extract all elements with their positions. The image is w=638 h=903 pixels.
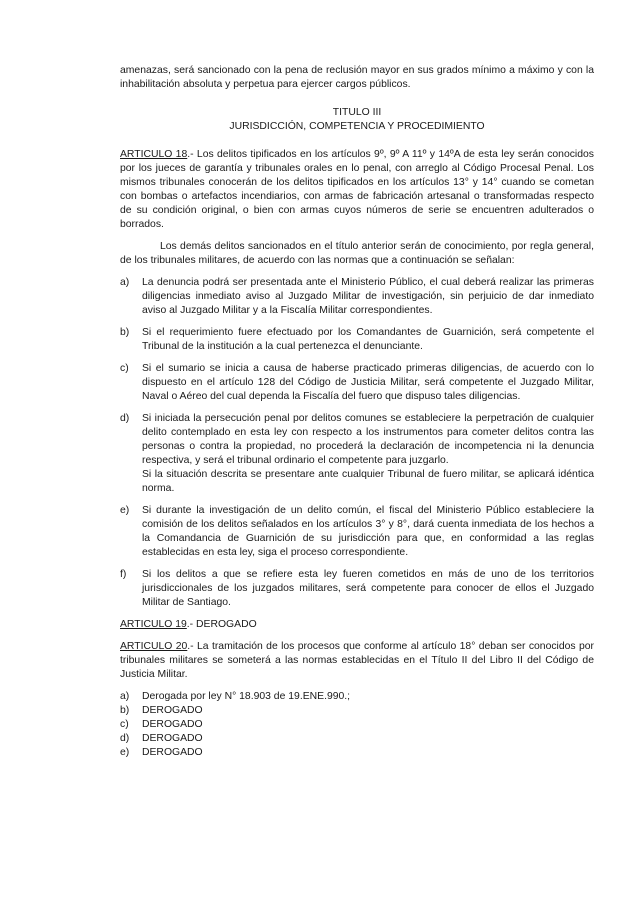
article-19 <box>120 618 594 632</box>
list-item-d <box>120 412 594 496</box>
article-19-label: ARTICULO 19 <box>120 619 187 630</box>
list-item-label: c) <box>120 719 129 730</box>
article-20 <box>120 640 594 682</box>
list-item-label: d) <box>120 413 130 424</box>
list-item-f <box>120 568 594 610</box>
article-18-label: ARTICULO 18 <box>120 149 188 160</box>
paragraph-demas: Los demás delitos sancionados en el título anterior serán de conocimiento, por regla general, de los tribunales militares, de acuerdo con las normas que a continuación se señalan: <box>120 241 594 266</box>
list-item-text: DEROGADO <box>142 747 203 758</box>
list-item-b <box>120 326 594 354</box>
list-item-text: Si los delitos a que se refiere esta ley fueren cometidos en más de uno de los territorios jurisdiccionales de los juzgados militares, será competente para conocer de ellos el Juzgado Militar de Santiago. <box>142 569 594 608</box>
document-page <box>120 64 594 760</box>
list-item-a <box>120 276 594 318</box>
list-item-text: DEROGADO <box>142 733 203 744</box>
list-item-text: DEROGADO <box>142 719 203 730</box>
article-20-item-d <box>120 732 594 746</box>
article-19-text: .- DEROGADO <box>186 619 257 630</box>
list-item-label: b) <box>120 705 130 716</box>
article-20-item-e <box>120 746 594 760</box>
list-item-text: Derogada por ley N° 18.903 de 19.ENE.990.; <box>142 691 351 702</box>
list-item-label: e) <box>120 747 130 758</box>
list-item-text: Si durante la investigación de un delito común, el fiscal del Ministerio Público estableciere la comisión de los delitos señalados en los artículos 3° y 8°, dará cuenta inmediata de los hechos a la Comandancia de Guarnición de su jurisdicción para que, en conformidad a las reglas establecidas en esta ley, siga el proceso correspondiente. <box>142 505 594 558</box>
list-item-label: a) <box>120 277 130 288</box>
list-item-e <box>120 504 594 560</box>
article-18-text: .- Los delitos tipificados en los artículos 9º, 9º A 11º y 14ºA de esta ley serán conocidos por los jueces de garantía y tribunales orales en lo penal, con arreglo al Código Procesal Penal. Los mismos tribunales conocerán de los delitos tipificados en los artículos 13° y 14° cuando se cometan con bombas o artefactos incendiarios, con armas de fabricación artesanal o transformadas respecto de su condición original, o bien con armas cuyos números de serie se encuentren adulterados o borrados. <box>120 149 594 230</box>
article-20-item-a <box>120 690 594 704</box>
list-item-text: Si el requerimiento fuere efectuado por los Comandantes de Guarnición, será competente el Tribunal de la institución a la cual pertenezca el denunciante. <box>142 327 594 352</box>
intro-paragraph: amenazas, será sancionado con la pena de reclusión mayor en sus grados mínimo a máximo y con la inhabilitación absoluta y perpetua para ejercer cargos públicos. <box>120 65 594 90</box>
list-item-label: e) <box>120 505 130 516</box>
list-item-label: b) <box>120 327 130 338</box>
list-item-text-continued: Si la situación descrita se presentare ante cualquier Tribunal de fuero militar, se aplicará idéntica norma. <box>142 469 594 494</box>
list-item-label: a) <box>120 691 130 702</box>
article-20-text: .- La tramitación de los procesos que conforme al artículo 18° deban ser conocidos por tribunales militares se someterá a las normas establecidas en el Título II del Libro II del Código de Justicia Militar. <box>120 641 595 680</box>
article-20-item-b <box>120 704 594 718</box>
list-item-text: Si el sumario se inicia a causa de haberse practicado primeras diligencias, de acuerdo con lo dispuesto en el artículo 128 del Código de Justicia Militar, será competente el Juzgado Militar, Naval o Aéreo del cual dependa la Fiscalía del fuero que dispuso tales diligencias. <box>142 363 594 402</box>
article-18 <box>120 148 594 232</box>
list-item-label: d) <box>120 733 130 744</box>
list-item-text: La denuncia podrá ser presentada ante el Ministerio Público, el cual deberá realizar las primeras diligencias inmediato aviso al Juzgado Militar de investigación, sin perjuicio de dar inmediato aviso al Juzgado Militar y a la Fiscalía Militar correspondientes. <box>142 277 594 316</box>
list-item-label: c) <box>120 363 129 374</box>
article-20-item-c <box>120 718 594 732</box>
list-item-label: f) <box>120 569 127 580</box>
list-item-text: DEROGADO <box>142 705 203 716</box>
list-item-text: Si iniciada la persecución penal por delitos comunes se estableciere la perpetración de cualquier delito contemplado en esta ley con respecto a los instrumentos para cometer delitos contra las personas o contra la propiedad, no procederá la declaración de incompetencia ni la denuncia respectiva, y será el tribunal ordinario el competente para juzgarlo. <box>142 413 594 466</box>
title-heading: JURISDICCIÓN, COMPETENCIA Y PROCEDIMIENTO <box>229 121 485 132</box>
article-20-label: ARTICULO 20 <box>120 641 188 652</box>
title-number: TITULO III <box>332 107 382 118</box>
list-item-c <box>120 362 594 404</box>
